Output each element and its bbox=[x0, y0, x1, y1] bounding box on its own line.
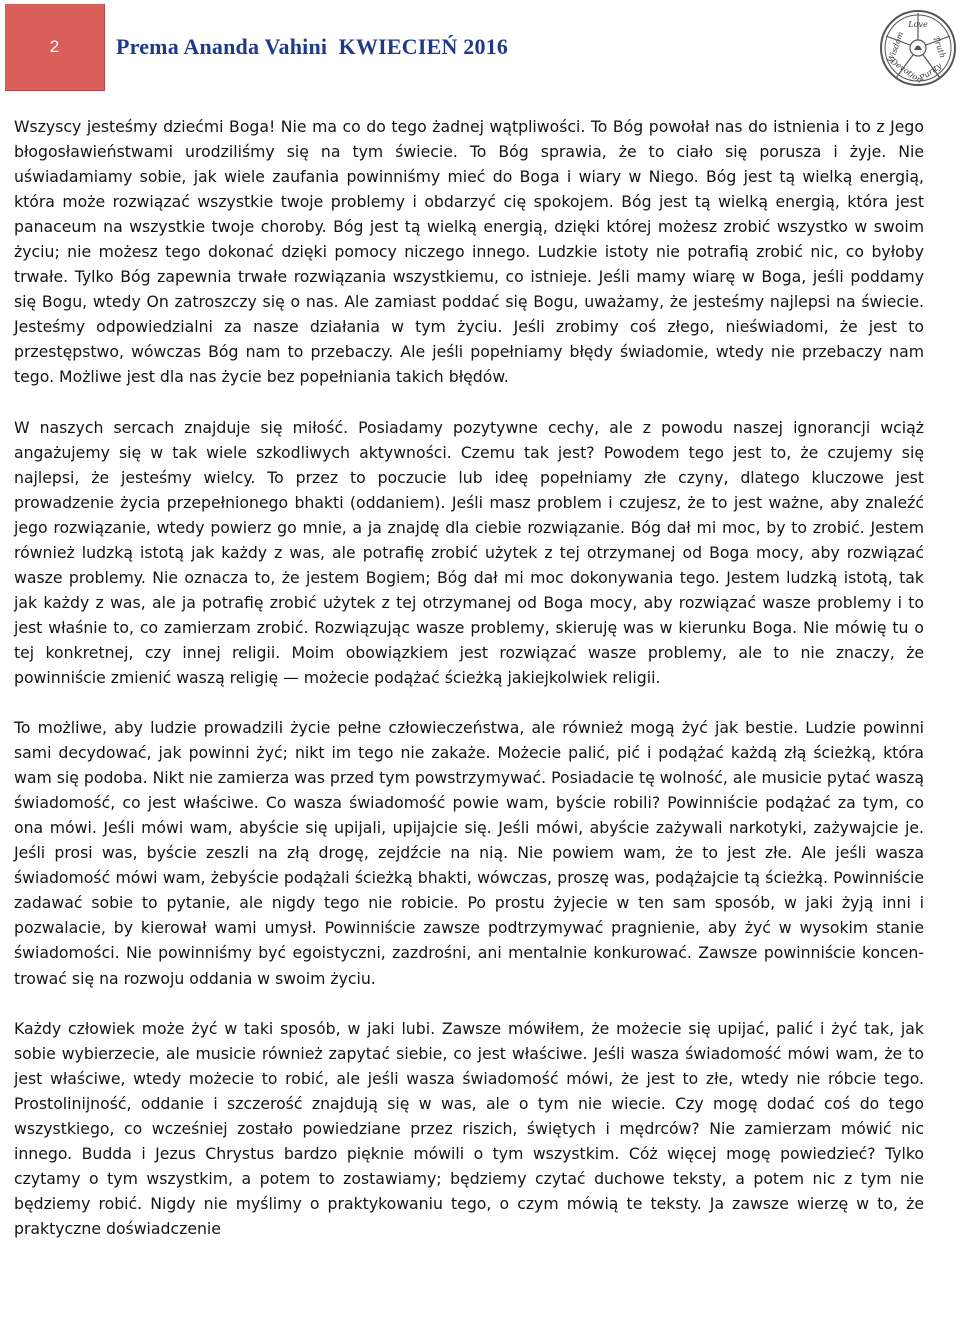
paragraph-1: Wszyscy jesteśmy dziećmi Boga! Nie ma co do tego żadnej wątpliwości. To Bóg powołał nas do istnienia i to z Jego błogosławieństwami urodziliśmy się na tym świecie. To Bóg sprawia, że to ciało się porusza i żyje. Nie uświadamiamy sobie, jak wiele zaufania powinniśmy mieć do Boga i wiary w Niego. Bóg jest tą wielką energią, która może rozwiązać wszystkie twoje problemy i obdarzyć cię spokojem. Bóg jest tą wielką energią, która jest panaceum na wszystkie twoje choroby. Bóg jest tą wielką energią, dzięki której możesz zrobić wszystko w swoim życiu; nie możesz tego dokonać dzięki pomocy niczego innego. Ludzkie istoty nie potrafią zrobić nic, co byłoby trwałe. Tylko Bóg zapewnia trwałe rozwiązania wszystkiemu, co istnieje. Jeśli mamy wiarę w Boga, jeśli poddamy się Bogu, wtedy On zatroszczy się o nas. Ale zamiast poddać się Bogu, uważamy, że jesteśmy najlepsi na świecie. Jesteśmy odpowiedzialni za nasze działania w tym życiu. Jeśli zrobimy coś złego, nieświadomi, że jest to przestępstwo, wówczas Bóg nam to przebaczy. Ale jeśli popełniamy błędy świadomie, wtedy nie przebaczy nam tego. Możliwe jest dla nas życie bez popełniania takich błędów. bbox=[14, 117, 924, 387]
logo-word-purity: Purity bbox=[917, 61, 944, 83]
paragraph-2: W naszych sercach znajduje się miłość. Posiadamy pozytywne cechy, ale z powodu naszej ignorancji wciąż angażujemy się w tak wiele szkodliwych aktywności. Czemu tak jest? Powodem tego jest to, że czujemy się najlepsi, że jesteśmy wielcy. To przez to poczucie lub ideę popełniamy złe czyny, dlatego kluczowe jest prowadzenie życia przepełnionego bhakti (oddaniem). Jeśli masz problem i czujesz, że to jest ważne, aby znaleźć jego rozwiązanie, wtedy powierz go mnie, a ja znajdę dla ciebie rozwiązanie. Bóg dał mi moc, by to zrobić. Jestem również ludzką istotą jak każdy z was, ale potrafię zrobić użytek z tej otrzymanej od Boga mocy, aby rozwiązać wasze problemy. Nie oznacza to, że jestem Bogiem; Bóg dał mi moc dokonywania tego. Jestem ludzką istotą, tak jak każdy z was, ale ja potrafię zrobić użytek z tej otrzymanej od Boga mocy, aby rozwiązać wasze problemy i to jest właśnie to, co zamierzam zrobić. Rozwiązując wasze problemy, skieruję was w kierunku Boga. Nie mówię tu o tej konkretnej, czy innej religii. Moim obowiązkiem jest rozwiązać wasze problemy, ale to nie znaczy, że powinniście zmienić waszą religię — możecie podążać ścieżką jakiejkolwiek religii. bbox=[14, 417, 924, 687]
sai-emblem-logo bbox=[878, 8, 958, 88]
paragraph-3: To możliwe, aby ludzie prowadzili życie pełne człowieczeństwa, ale również mogą żyć jak bestie. Ludzie powinni sami decydować, jak powinni żyć; nikt im tego nie zakaże. Możecie palić, pić i podążać każdą złą ścieżką, która wam się podoba. Nikt nie zamierza was przed tym powstrzymywać. Posiadacie tę wolność, ale musicie pytać waszą świadomość, co jest właściwe. Co wasza świadomość powie wam, byście robili? Powinniście podążać za tym, co ona mówi. Jeśli mówi wam, abyście się upijali, upijajcie się. Jeśli mówi, abyście zażywali narkotyki, zażywajcie je. Jeśli prosi was, byście zeszli na złą drogę, zejdźcie na nią. Nie powiem wam, że to jest złe. Ale jeśli wasza świadomość mówi wam, żebyście podążali ścieżką bhakti, wówczas, proszę was, podążajcie tą ścieżką. Powinniście zadawać sobie to pytanie, ale nigdy tego nie robicie. Po prostu żyjecie w ten sam sposób, w jaki żyją inni i pozwalacie, by kierował wami umysł. Powinniście zawsze podtrzymywać pragnienie, aby żyć w wysokim stanie świadomości. Nie powinniśmy być egoistyczni, zazdrośni, ani mentalnie konkurować. Zawsze powinniście koncentrować się na rozwoju oddania w swoim życiu. bbox=[14, 718, 924, 988]
logo-word-wisdom: Wisdom bbox=[885, 30, 906, 64]
logo-word-truth: Truth bbox=[931, 34, 948, 60]
page-number: 2 bbox=[49, 37, 60, 56]
magazine-title: Prema Ananda Vahini KWIECIEŃ 2016 bbox=[116, 34, 509, 59]
paragraph-4: Każdy człowiek może żyć w taki sposób, w jaki lubi. Zawsze mówiłem, że możecie się upijać, palić i żyć tak, jak sobie wybierzecie, ale musicie również zapytać siebie, co jest właściwe. Jeśli wasza świadomość mówi wam, że to jest właściwe, wtedy możecie to robić, ale jeśli wasza świadomość mówi, że jest to złe, wtedy nie róbcie tego. Prostolinijność, oddanie i szczerość znajdują się w was, ale o tym nie wiecie. Czy mogę dodać coś do tego wszystkiego, co wcześniej zostało powiedziane przez riszich, świętych i mędrców? Nie zamierzam mówić nic innego. Budda i Jezus Chrystus bardzo pięknie mówili o tym wszystkim. Cóż więcej mogę powiedzieć? Tylko czytamy o tym wszystkim, a potem to zostawiamy; będziemy czytać duchowe teksty, a potem nic z tym nie będziemy robić. Nigdy nie myślimy o praktykowaniu tego, o czym mówią te teksty. Ja zawsze wierzę w to, że praktyczne doświadczenie bbox=[14, 1018, 924, 1238]
logo-word-love: Love bbox=[908, 20, 928, 29]
page-header bbox=[0, 0, 960, 100]
page-number-box bbox=[5, 4, 105, 91]
article-body bbox=[14, 114, 924, 1266]
logo-word-devotion: Devotion bbox=[889, 56, 924, 86]
